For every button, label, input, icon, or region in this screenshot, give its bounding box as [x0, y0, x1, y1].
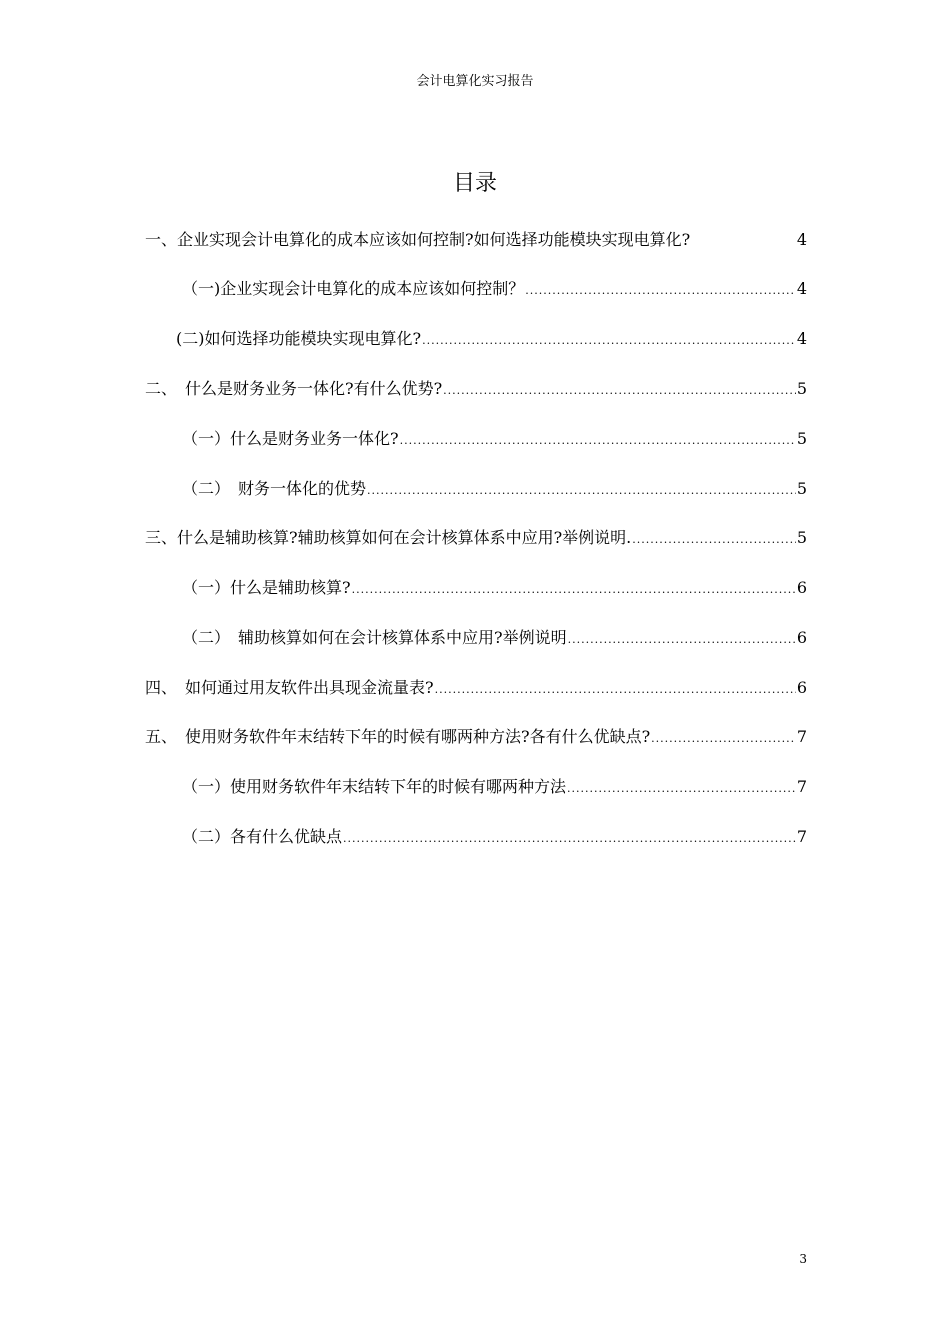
toc-entry-2-2[interactable] [182, 478, 807, 500]
toc-title: 目录 [452, 171, 497, 196]
toc-leader-dots [651, 728, 796, 750]
toc-leader-dots [352, 579, 796, 601]
toc-entry-text: 二、 什么是财务业务一体化?有什么优势? [145, 379, 443, 398]
toc-entry-text: （一）什么是辅助核算? [182, 578, 351, 597]
toc-entry-page: 4 [796, 279, 807, 298]
toc-entry-5-1[interactable] [182, 776, 807, 798]
toc-entry-2[interactable] [145, 378, 807, 400]
toc-leader-dots [343, 828, 796, 850]
toc-leader-dots [400, 430, 796, 452]
toc-entry-text: 五、 使用财务软件年末结转下年的时候有哪两种方法?各有什么优缺点? [145, 727, 651, 746]
toc-entry-page: 6 [796, 628, 807, 647]
toc-entry-1-2[interactable] [176, 328, 807, 350]
toc-entry-3-1[interactable] [182, 577, 807, 599]
page-number: 3 [799, 1252, 807, 1266]
toc-entry-page: 5 [796, 528, 807, 547]
toc-leader-dots [567, 778, 796, 800]
toc-entry-3-2[interactable] [182, 627, 807, 649]
toc-entry-page: 4 [796, 230, 807, 249]
toc-entry-text: 四、 如何通过用友软件出具现金流量表? [145, 678, 434, 697]
toc-entry-page: 7 [796, 727, 807, 746]
toc-entry-text: 一、企业实现会计电算化的成本应该如何控制?如何选择功能模块实现电算化? [145, 230, 691, 249]
toc-entry-page: 5 [796, 479, 807, 498]
toc-entry-text: （一）使用财务软件年末结转下年的时候有哪两种方法 [182, 777, 567, 796]
toc-entry-5[interactable] [145, 726, 807, 748]
toc-entry-page: 6 [796, 578, 807, 597]
toc-leader-dots [367, 480, 796, 502]
toc-entry-1[interactable] [145, 229, 807, 251]
toc-entry-page: 5 [796, 429, 807, 448]
toc-leader-dots [422, 330, 796, 352]
toc-entry-1-1[interactable] [182, 278, 807, 300]
toc-entry-text: 三、什么是辅助核算?辅助核算如何在会计核算体系中应用?举例说明. [145, 528, 632, 547]
toc-entry-page: 4 [796, 329, 807, 348]
toc-entry-page: 6 [796, 678, 807, 697]
toc-entry-page: 7 [796, 827, 807, 846]
toc-entry-text: (二)如何选择功能模块实现电算化? [176, 329, 422, 348]
toc-entry-3[interactable] [145, 527, 807, 549]
toc-entry-text: （二）各有什么优缺点 [182, 827, 343, 846]
toc-leader-dots [632, 529, 796, 551]
toc-entry-2-1[interactable] [182, 428, 807, 450]
toc-leader-dots [525, 280, 796, 302]
toc-entry-text: （一）什么是财务业务一体化? [182, 429, 399, 448]
toc-entry-4[interactable] [145, 677, 807, 699]
toc-leader-dots [443, 380, 796, 402]
toc-entry-5-2[interactable] [182, 826, 807, 848]
toc-leader-dots [435, 679, 796, 701]
toc-leader-dots [568, 629, 796, 651]
toc-entry-page: 5 [796, 379, 807, 398]
toc-entry-page: 7 [796, 777, 807, 796]
toc-entry-text: （二） 财务一体化的优势 [182, 479, 367, 498]
toc-entry-text: （二） 辅助核算如何在会计核算体系中应用?举例说明 [182, 628, 567, 647]
toc-entry-text: （一)企业实现会计电算化的成本应该如何控制？ [182, 279, 525, 298]
running-header: 会计电算化实习报告 [416, 74, 534, 89]
